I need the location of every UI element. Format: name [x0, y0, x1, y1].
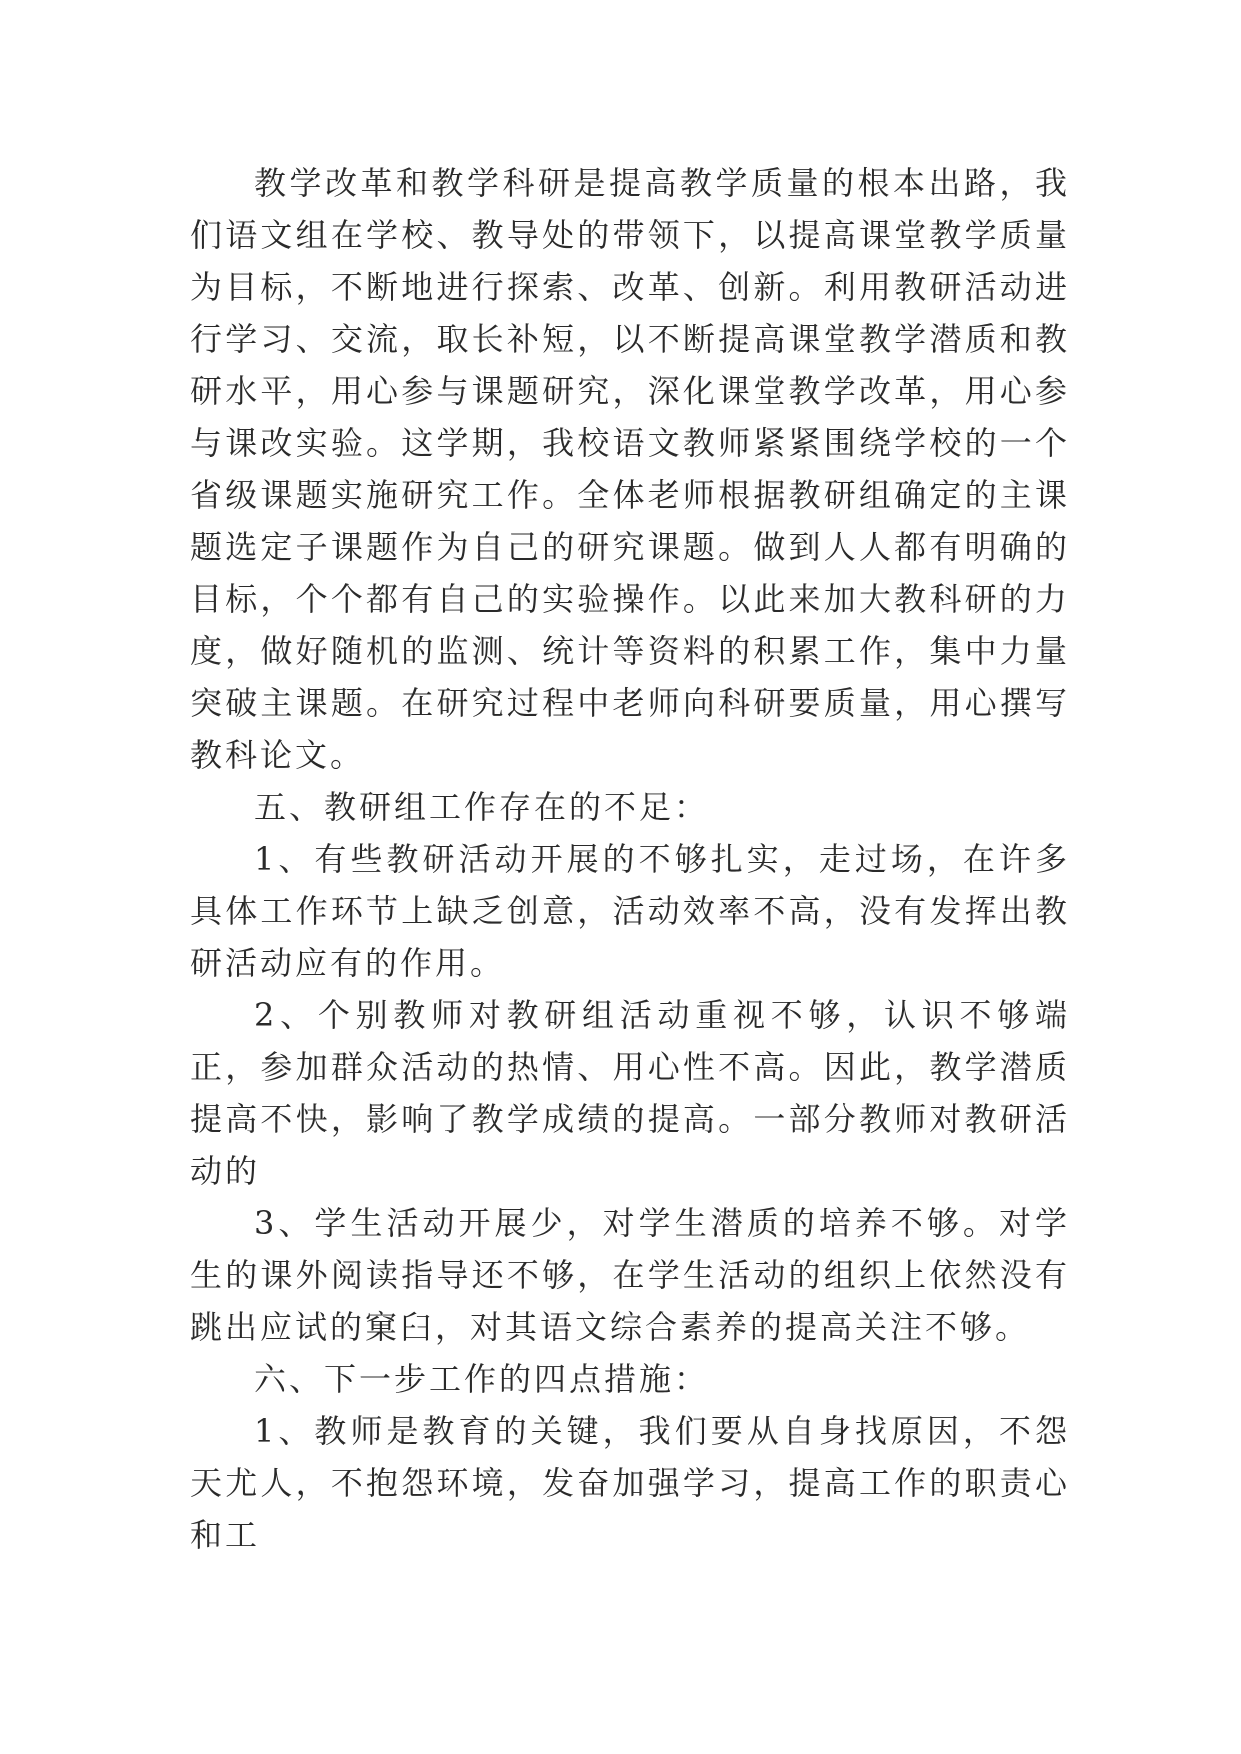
paragraph-shortcoming-1: 1、有些教研活动开展的不够扎实，走过场，在许多具体工作环节上缺乏创意，活动效率不高，没有发挥出教研活动应有的作用。	[190, 840, 1070, 982]
heading-section-5-shortcomings: 五、教研组工作存在的不足：	[254, 788, 710, 826]
paragraph-shortcoming-3: 3、学生活动开展少，对学生潜质的培养不够。对学生的课外阅读指导还不够，在学生活动的组织上依然没有跳出应试的窠臼，对其语文综合素养的提高关注不够。	[190, 1204, 1070, 1346]
paragraph-research-reform: 教学改革和教学科研是提高教学质量的根本出路，我们语文组在学校、教导处的带领下，以提高课堂教学质量为目标，不断地进行探索、改革、创新。利用教研活动进行学习、交流，取长补短，以不断提高课堂教学潜质和教研水平，用心参与课题研究，深化课堂教学改革，用心参与课改实验。这学期，我校语文教师紧紧围绕学校的一个省级课题实施研究工作。全体老师根据教研组确定的主课题选定子课题作为自己的研究课题。做到人人都有明确的目标，个个都有自己的实验操作。以此来加大教科研的力度，做好随机的监测、统计等资料的积累工作，集中力量突破主课题。在研究过程中老师向科研要质量，用心撰写教科论文。	[190, 164, 1070, 774]
paragraph-measure-1: 1、教师是教育的关键，我们要从自身找原因，不怨天尤人，不抱怨环境，发奋加强学习，提高工作的职责心和工	[190, 1412, 1070, 1554]
heading-section-6-measures: 六、下一步工作的四点措施：	[254, 1360, 710, 1398]
document-body	[190, 157, 1070, 1561]
paragraph-shortcoming-2: 2、个别教师对教研组活动重视不够，认识不够端正，参加群众活动的热情、用心性不高。因此，教学潜质提高不快，影响了教学成绩的提高。一部分教师对教研活动的	[190, 996, 1070, 1190]
